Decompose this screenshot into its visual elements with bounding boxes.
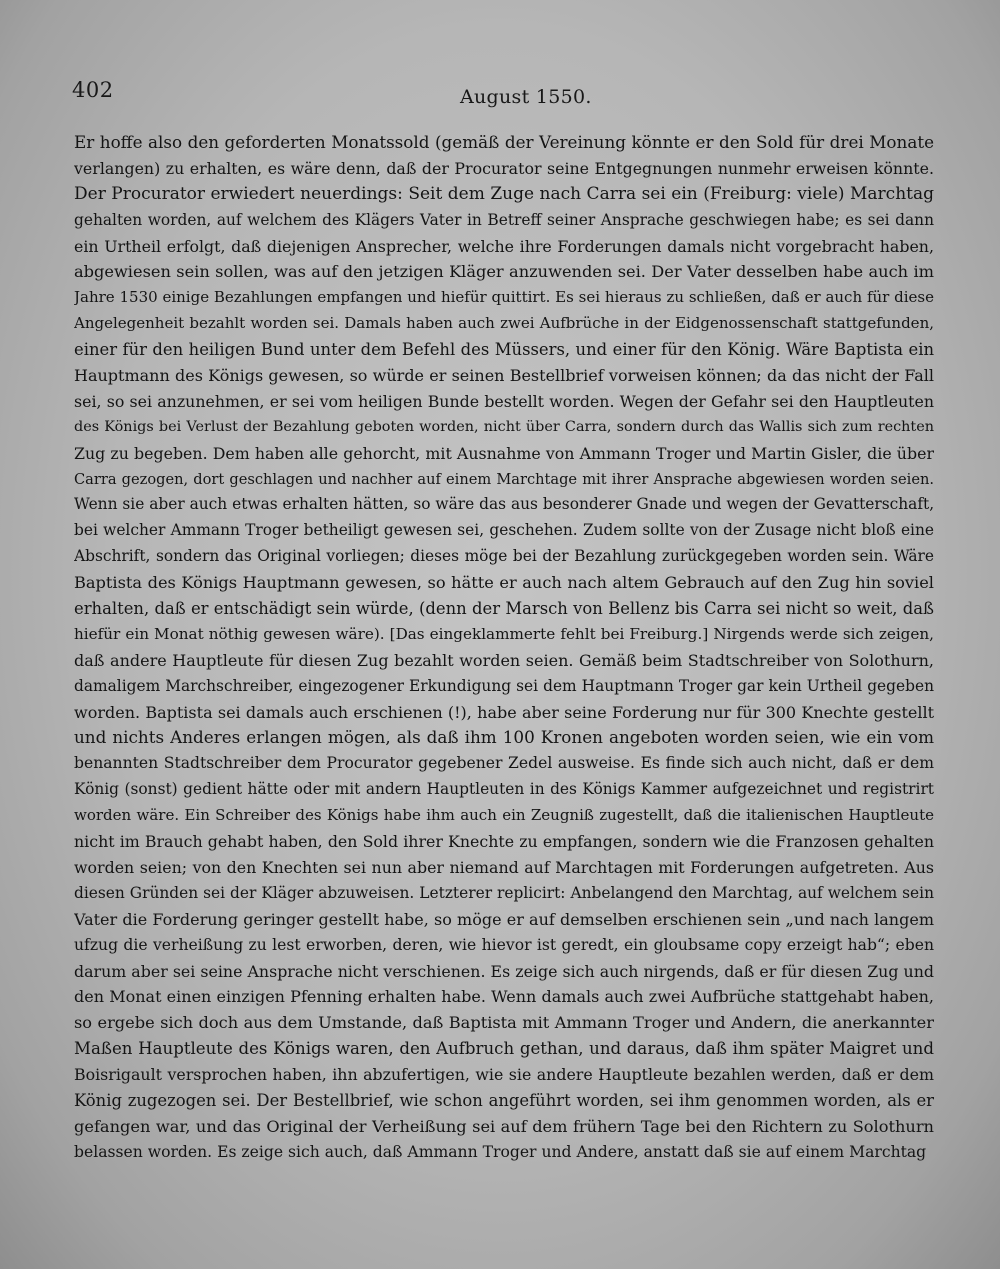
page-header bbox=[72, 78, 932, 114]
text-line: diesen Gründen sei der Kläger abzuweisen. Letzterer replicirt: Anbelangend den Marchtag, auf welchem sein bbox=[74, 883, 934, 902]
text-line: hiefür ein Monat nöthig gewesen wäre). [Das eingeklammerte fehlt bei Freiburg.] Nirgends werde sich zeigen, bbox=[74, 624, 934, 643]
text-line: den Monat einen einzigen Pfenning erhalten habe. Wenn damals auch zwei Aufbrüche stattgehabt haben, bbox=[74, 987, 934, 1007]
text-line: erhalten, daß er entschädigt sein würde, (denn der Marsch von Bellenz bis Carra sei nicht so weit, daß bbox=[74, 599, 934, 619]
text-line: damaligem Marchschreiber, eingezogener Erkundigung sei dem Hauptmann Troger gar kein Urtheil gegeben bbox=[74, 676, 934, 695]
text-line: und nichts Anderes erlangen mögen, als daß ihm 100 Kronen angeboten worden seien, wie ein vom bbox=[74, 727, 934, 748]
text-line: König zugezogen sei. Der Bestellbrief, wie schon angeführt worden, sei ihm genommen worden, als er bbox=[74, 1090, 934, 1110]
text-line: Maßen Hauptleute des Königs waren, den Aufbruch gethan, und daraus, daß ihm später Maigret und bbox=[74, 1039, 934, 1059]
text-line: Jahre 1530 einige Bezahlungen empfangen und hiefür quittirt. Es sei hieraus zu schließen, daß er auch für diese bbox=[74, 288, 934, 307]
text-line: darum aber sei seine Ansprache nicht verschienen. Es zeige sich auch nirgends, daß er für diesen Zug und bbox=[74, 961, 934, 981]
text-line: ufzug die verheißung zu lest erworben, deren, wie hievor ist geredt, ein gloubsame copy erzeigt hab“; eben bbox=[74, 935, 934, 954]
text-line: Wenn sie aber auch etwas erhalten hätten, so wäre das aus besonderer Gnade und wegen der Gevatterschaft, bbox=[74, 495, 934, 514]
text-line: belassen worden. Es zeige sich auch, daß Ammann Troger und Andere, anstatt daß sie auf einem Marchtag bbox=[74, 1142, 927, 1161]
body-text bbox=[74, 130, 934, 1166]
text-line: nicht im Brauch gehabt haben, den Sold ihrer Knechte zu empfangen, sondern wie die Franzosen gehalten bbox=[74, 832, 934, 852]
text-line: Hauptmann des Königs gewesen, so würde er seinen Bestellbrief vorweisen können; da das nicht der Fall bbox=[74, 366, 934, 386]
text-line: verlangen) zu erhalten, es wäre denn, daß der Procurator seine Entgegnungen nunmehr erweisen könnte. bbox=[74, 158, 934, 178]
text-line: worden. Baptista sei damals auch erschienen (!), habe aber seine Forderung nur für 300 Knechte gestellt bbox=[74, 702, 934, 722]
text-line: daß andere Hauptleute für diesen Zug bezahlt worden seien. Gemäß beim Stadtschreiber von Solothurn, bbox=[74, 650, 934, 670]
text-line: ein Urtheil erfolgt, daß diejenigen Ansprecher, welche ihre Forderungen damals nicht vorgebracht haben, bbox=[74, 236, 934, 256]
text-line: König (sonst) gedient hätte oder mit andern Hauptleuten in des Königs Kammer aufgezeichnet und registrirt bbox=[74, 780, 934, 799]
text-line: des Königs bei Verlust der Bezahlung geboten worden, nicht über Carra, sondern durch das Wallis sich zum rechten bbox=[74, 418, 934, 435]
text-line: sei, so sei anzunehmen, er sei vom heiligen Bunde bestellt worden. Wegen der Gefahr sei den Hauptleuten bbox=[74, 391, 934, 411]
text-line: Vater die Forderung geringer gestellt habe, so möge er auf demselben erschienen sein „und nach langem bbox=[74, 909, 934, 929]
text-line: einer für den heiligen Bund unter dem Befehl des Müssers, und einer für den König. Wäre Baptista ein bbox=[74, 340, 934, 360]
text-line: Er hoffe also den geforderten Monatssold (gemäß der Vereinung könnte er den Sold für drei Monate bbox=[74, 132, 934, 152]
text-line: benannten Stadtschreiber dem Procurator gegebener Zedel ausweise. Es finde sich auch nicht, daß er dem bbox=[74, 754, 934, 773]
text-line: bei welcher Ammann Troger betheiligt gewesen sei, geschehen. Zudem sollte von der Zusage nicht bloß eine bbox=[74, 521, 934, 540]
text-line: Der Procurator erwiedert neuerdings: Seit dem Zuge nach Carra sei ein (Freiburg: viele) Marchtag bbox=[74, 183, 934, 204]
text-line: Zug zu begeben. Dem haben alle gehorcht, mit Ausnahme von Ammann Troger und Martin Gisler, die über bbox=[74, 443, 934, 463]
text-line: Angelegenheit bezahlt worden sei. Damals haben auch zwei Aufbrüche in der Eidgenossenschaft stattgefunden, bbox=[74, 314, 934, 333]
text-line: Baptista des Königs Hauptmann gewesen, so hätte er auch nach altem Gebrauch auf den Zug hin soviel bbox=[74, 573, 934, 593]
text-line: abgewiesen sein sollen, was auf den jetzigen Kläger anzuwenden sei. Der Vater desselben habe auch im bbox=[74, 262, 934, 282]
text-line: gehalten worden, auf welchem des Klägers Vater in Betreff seiner Ansprache geschwiegen habe; es sei dann bbox=[74, 210, 934, 229]
text-line: gefangen war, und das Original der Verheißung sei auf dem frühern Tage bei den Richtern zu Solothurn bbox=[74, 1116, 934, 1136]
text-line: so ergebe sich doch aus dem Umstande, daß Baptista mit Ammann Troger und Andern, die anerkannter bbox=[74, 1013, 934, 1033]
page-number: 402 bbox=[72, 78, 114, 102]
text-line: Carra gezogen, dort geschlagen und nachher auf einem Marchtage mit ihrer Ansprache abgewiesen worden seien. bbox=[74, 470, 934, 488]
text-line: worden wäre. Ein Schreiber des Königs habe ihm auch ein Zeugniß zugestellt, daß die italienischen Hauptleute bbox=[74, 806, 934, 825]
text-line: Abschrift, sondern das Original vorliegen; dieses möge bei der Bezahlung zurückgegeben worden sein. Wäre bbox=[74, 547, 934, 566]
text-line: Boisrigault versprochen haben, ihn abzufertigen, wie sie andere Hauptleute bezahlen werden, daß er dem bbox=[74, 1065, 934, 1085]
running-head: August 1550. bbox=[460, 86, 592, 108]
text-line: worden seien; von den Knechten sei nun aber niemand auf Marchtagen mit Forderungen aufgetreten. Aus bbox=[74, 857, 934, 877]
